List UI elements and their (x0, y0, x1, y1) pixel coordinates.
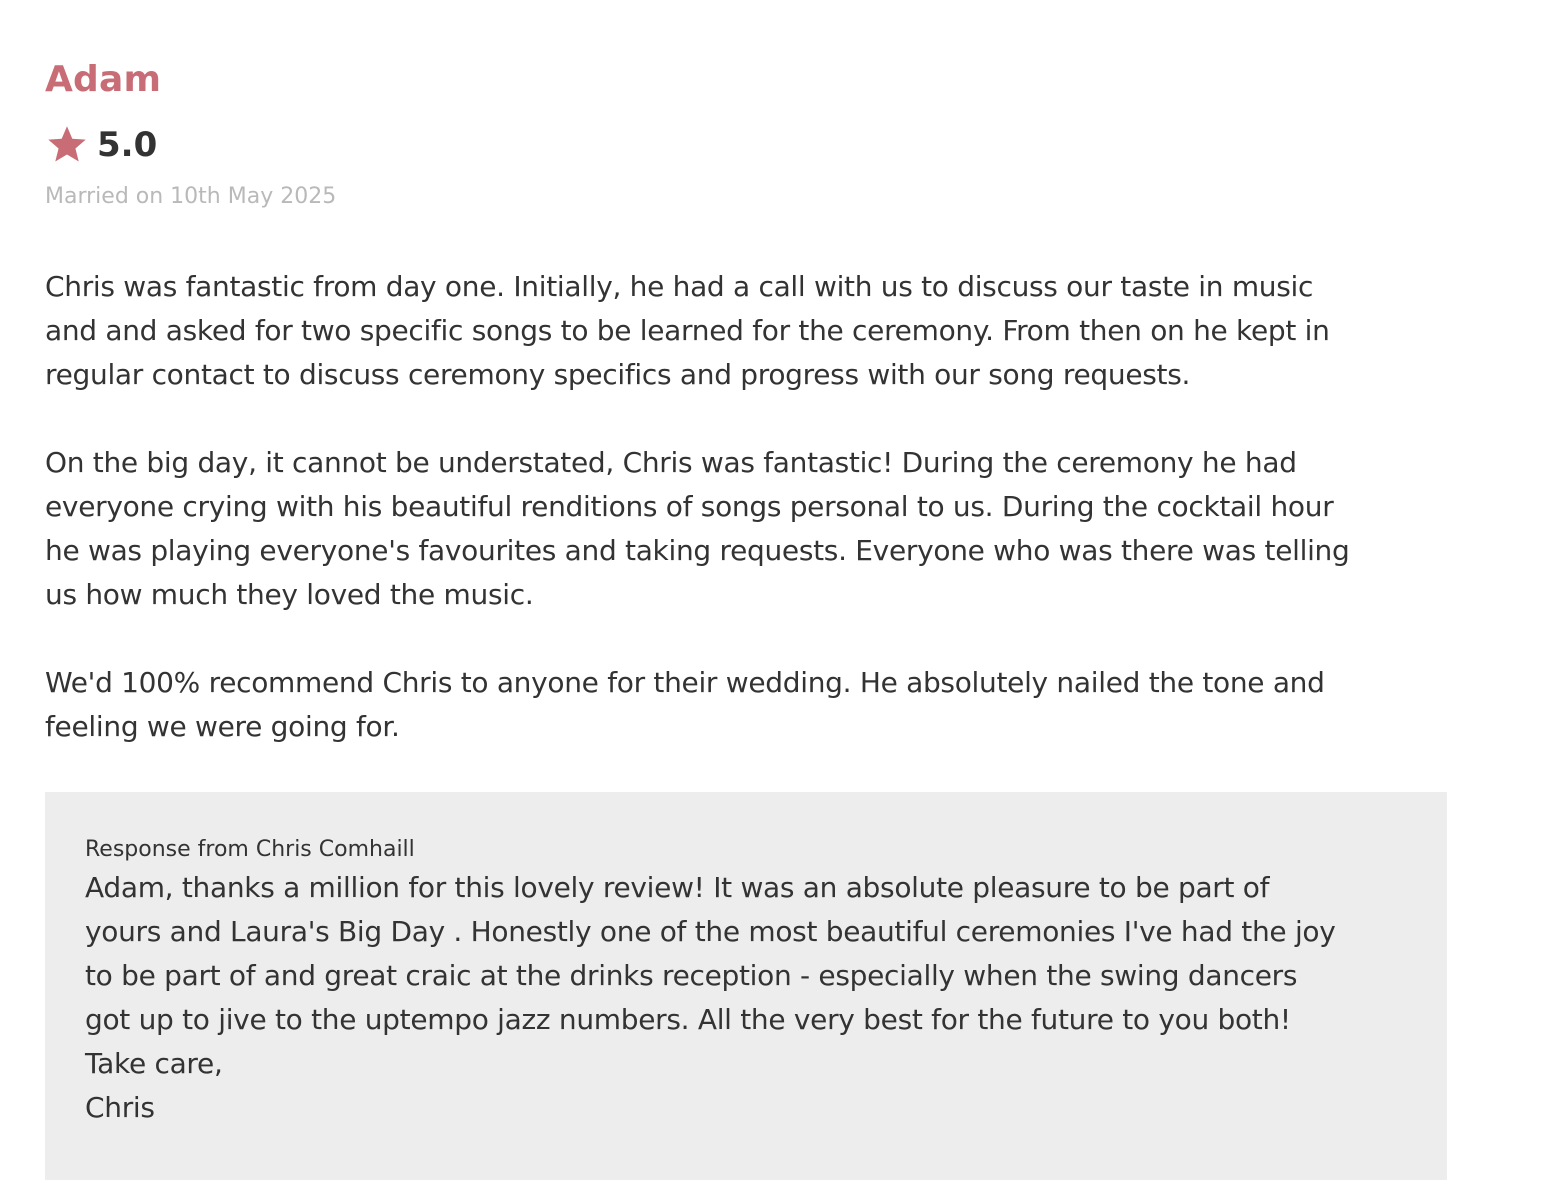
response-text: Adam, thanks a million for this lovely review! It was an absolute pleasure to be part of yours and Laura's Big Day . Honestly one of the most beautiful ceremonies I've had the joy to be part of and great craic at the drinks reception - especially when the swing dancers got up to jive to the uptempo jazz numbers. All the very best for the future to you both! Take care, Chris (85, 871, 1336, 1124)
review-paragraph: We'd 100% recommend Chris to anyone for their wedding. He absolutely nailed the tone and feeling we were going for. (45, 666, 1325, 743)
vendor-response (45, 792, 1447, 1180)
review-paragraph: On the big day, it cannot be understated, Chris was fantastic! During the ceremony he had everyone crying with his beautiful renditions of songs personal to us. During the cocktail hour he was playing everyone's favourites and taking requests. Everyone who was there was telling us how much they loved the music. (45, 446, 1350, 611)
star-icon (45, 123, 89, 167)
review-paragraph: Chris was fantastic from day one. Initially, he had a call with us to discuss our taste in music and and asked for two specific songs to be learned for the ceremony. From then on he kept in regular contact to discuss ceremony specifics and progress with our song requests. (45, 270, 1330, 391)
rating-value: 5.0 (97, 125, 158, 165)
response-heading: Response from Chris Comhaill (85, 837, 415, 862)
review-body (45, 265, 1447, 793)
rating (45, 120, 157, 170)
reviewer-name: Adam (45, 59, 162, 100)
married-date: Married on 10th May 2025 (45, 184, 337, 209)
